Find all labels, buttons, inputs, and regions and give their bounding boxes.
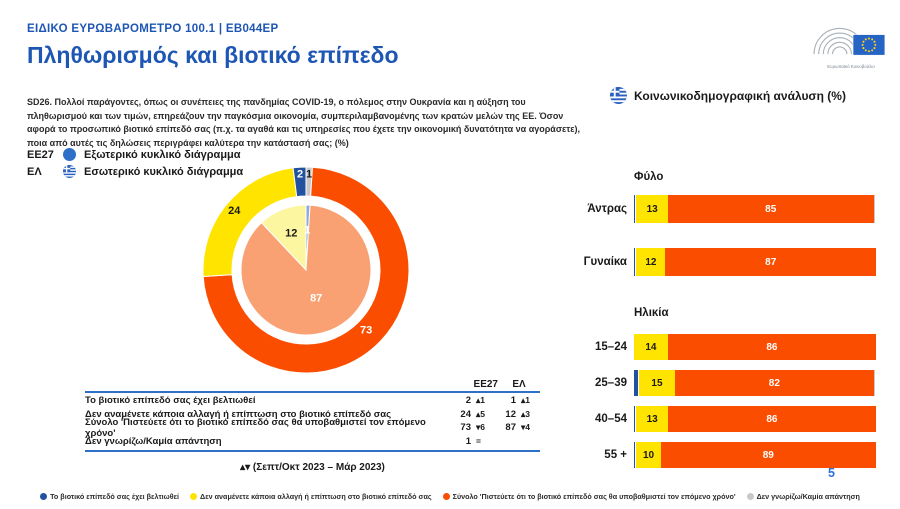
change-period-footnote: ▴▾ (Σεπτ/Οκτ 2023 – Μάρ 2023)	[240, 462, 385, 473]
table-header-row	[85, 377, 540, 391]
bar-segment: 86	[668, 406, 876, 432]
table-cell-ee27-value: 1	[465, 435, 471, 447]
table-cell-ee27-value: 73	[460, 422, 471, 434]
table-header-ee27: EE27	[473, 378, 498, 390]
legend-label: Δεν αναμένετε κάποια αλλαγή ή επίπτωση στο βιοτικό επίπεδό σας	[200, 492, 432, 501]
bar-segment: 87	[665, 248, 876, 276]
table-cell-ee27-change: ▾6	[476, 422, 485, 433]
logo-caption: Ευρωπαϊκό Κοινοβούλιο	[827, 63, 875, 69]
bar-segment: 89	[661, 442, 876, 468]
table-cell-ee27-value: 24	[460, 408, 471, 420]
pie-legend-code: ΕΛ	[27, 165, 42, 178]
bar-group-title: Ηλικία	[634, 307, 669, 319]
bottom-legend	[0, 492, 900, 501]
bar-segment: 85	[668, 195, 874, 223]
greek-flag-icon	[63, 165, 76, 178]
legend-label: Το βιοτικό επίπεδό σας έχει βελτιωθεί	[50, 492, 180, 501]
table-cell-el-change: ▾4	[521, 422, 530, 433]
table-body	[85, 391, 540, 452]
pie-segment-value: 24	[228, 205, 241, 218]
bar-row	[558, 195, 888, 223]
bar-track	[634, 442, 876, 468]
legend-dot-icon	[443, 493, 450, 500]
sociodemo-title: Κοινωνικοδημογραφική ανάλυση (%)	[634, 88, 846, 103]
sociodemo-header	[610, 87, 846, 104]
bar-segment: 86	[668, 334, 876, 360]
bar-segment: 12	[636, 248, 665, 276]
legend-dot-icon	[190, 493, 197, 500]
question-text: SD26. Πολλοί παράγοντες, όπως οι συνέπειες της πανδημίας COVID-19, ο πόλεμος στην Ουκρανία και η αύξηση του πληθωρισμού και των τιμών, επηρεάζουν την παγκόσμια οικονομία, συμπεριλαμβανομένης των κρατών μελών της ΕΕ. Όσον αφορά το προσωπικό βιοτικό επίπεδό σας (π.χ. τα αγαθά και τις υπηρεσίες που έχετε την οικονομική δυνατότητα να αγοράσετε), ποια από αυτές τις δηλώσεις περιγράφει καλύτερα την κατάστασή σας; (%)	[27, 97, 581, 148]
bar-row-label: Άντρας	[587, 203, 627, 215]
bar-row-label: 15–24	[595, 341, 627, 353]
bar-segment	[634, 406, 635, 432]
bar-track	[634, 406, 876, 432]
table-cell-el-value: 1	[510, 395, 516, 407]
bar-track	[634, 370, 876, 396]
pie-legend-code: EE27	[27, 148, 54, 161]
table-row	[85, 394, 540, 408]
pie-segment-value: 12	[285, 227, 298, 240]
bar-segment: 13	[636, 406, 667, 432]
bar-segment: 82	[675, 370, 873, 396]
page-title: Πληθωρισμός και βιοτικό επίπεδο	[27, 42, 399, 68]
bar-row-label: 55 +	[604, 449, 627, 461]
table-cell-ee27-change: ▴1	[476, 395, 485, 406]
table-cell-el-value: 87	[505, 422, 516, 434]
bar-row	[558, 442, 888, 468]
age-bar-group	[558, 307, 888, 468]
bar-segment: 10	[636, 442, 660, 468]
bar-track	[634, 248, 876, 276]
gender-bar-group	[558, 171, 888, 276]
table-cell-el-value: 12	[505, 408, 516, 420]
bar-segment	[634, 370, 638, 396]
pie-legend-desc: Εσωτερικό κυκλικό διάγραμμα	[84, 165, 244, 178]
table-cell-ee27-change: ▴5	[476, 408, 485, 419]
european-parliament-logo	[812, 26, 890, 72]
table-header-el: ΕΛ	[512, 378, 526, 390]
table-cell-ee27-value: 2	[465, 395, 471, 407]
legend-dot-icon	[747, 493, 754, 500]
bar-row-label: 40–54	[595, 413, 627, 425]
page-number: 5	[828, 466, 835, 480]
report-eyebrow: ΕΙΔΙΚΟ ΕΥΡΩΒΑΡΟΜΕΤΡΟ 100.1 | EB044EP	[27, 23, 279, 35]
summary-table	[85, 377, 540, 452]
legend-item	[190, 492, 432, 501]
table-row-label: Δεν γνωρίζω/Καμία απάντηση	[85, 435, 222, 447]
legend-label: Δεν γνωρίζω/Καμία απάντηση	[756, 492, 860, 501]
bar-segment: 14	[634, 334, 668, 360]
bar-row	[558, 406, 888, 432]
bar-segment	[634, 248, 635, 276]
bar-track	[634, 334, 876, 360]
bar-group-title: Φύλο	[634, 171, 664, 183]
table-row-label: Δεν αναμένετε κάποια αλλαγή ή επίπτωση στο βιοτικό επίπεδό σας	[85, 408, 392, 420]
bar-row	[558, 334, 888, 360]
bar-segment	[634, 442, 635, 468]
pie-segment-value: 87	[310, 292, 323, 305]
legend-label: Σύνολο 'Πιστεύετε ότι το βιοτικό επίπεδό σας θα υποβαθμιστεί τον επόμενο χρόνο'	[452, 492, 736, 501]
pie-segment-value: 1	[305, 168, 313, 181]
pie-legend-desc: Εξωτερικό κυκλικό διάγραμμα	[84, 148, 241, 161]
donut-pie-chart	[188, 152, 424, 388]
bar-row-label: Γυναίκα	[583, 256, 627, 268]
table-cell-el-change: ▴3	[521, 408, 530, 419]
bar-segment	[634, 195, 635, 223]
bar-row	[558, 248, 888, 276]
bar-segment: 15	[639, 370, 675, 396]
bar-row	[558, 370, 888, 396]
pie-segment-value: 73	[359, 324, 373, 337]
greek-flag-icon	[610, 87, 627, 104]
eu-blue-circle-icon	[63, 148, 76, 161]
bar-segment	[874, 370, 875, 396]
table-row-label: Το βιοτικό επίπεδό σας έχει βελτιωθεί	[85, 395, 256, 407]
legend-item	[40, 492, 179, 501]
bar-segment	[874, 195, 875, 223]
bar-segment: 13	[636, 195, 667, 223]
table-row	[85, 416, 540, 439]
table-cell-el-change: ▴1	[521, 395, 530, 406]
legend-item	[747, 492, 860, 501]
pie-segment-value: 2	[296, 168, 304, 181]
table-row	[85, 435, 540, 449]
bar-track	[634, 195, 876, 223]
bar-row-label: 25–39	[595, 377, 627, 389]
legend-dot-icon	[40, 493, 47, 500]
table-row-label: Σύνολο 'Πιστεύετε ότι το βιοτικό επίπεδό σας θα υποβαθμιστεί τον επόμενο χρόνο'	[85, 416, 426, 439]
legend-item	[443, 492, 736, 501]
pie-segment-value: 1	[304, 224, 311, 237]
table-cell-ee27-change: =	[476, 436, 481, 447]
